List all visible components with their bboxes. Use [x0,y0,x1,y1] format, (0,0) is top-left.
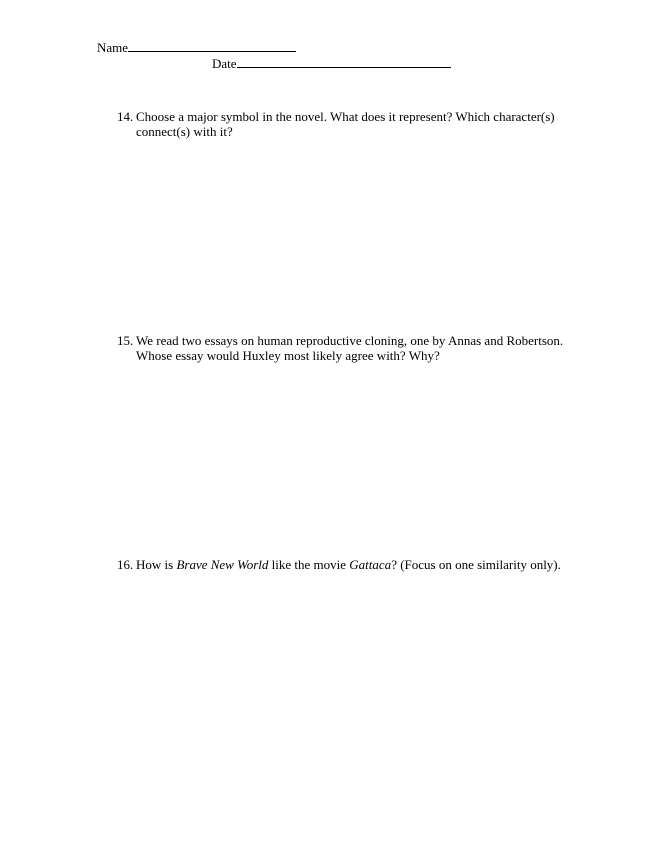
question-14 [117,109,587,139]
question-number: 15. [117,333,134,348]
question-text [136,557,587,572]
question-text-part: How is [136,557,177,572]
answer-area-16[interactable] [117,580,587,820]
question-text-part: like the movie [268,557,350,572]
movie-title: Gattaca [349,557,392,572]
question-number: 14. [117,109,134,124]
name-label: Name [97,40,129,55]
question-text-part: ? (Focus on one similarity only). [391,557,561,572]
date-field [212,55,451,71]
question-number: 16. [117,557,134,572]
date-label: Date [212,56,237,71]
question-text: We read two essays on human reproductive cloning, one by Annas and Robertson. Whose essay would Huxley most likely agree with? Why? [136,333,564,363]
book-title: Brave New World [176,557,269,572]
answer-area-14[interactable] [117,145,587,325]
answer-area-15[interactable] [117,370,587,550]
name-field [97,39,296,55]
question-15 [117,333,587,363]
question-16 [117,557,587,572]
question-text: Choose a major symbol in the novel. What does it represent? Which character(s) connect(s) with it? [136,109,555,139]
name-blank-line[interactable] [128,39,296,52]
date-blank-line[interactable] [237,55,451,68]
